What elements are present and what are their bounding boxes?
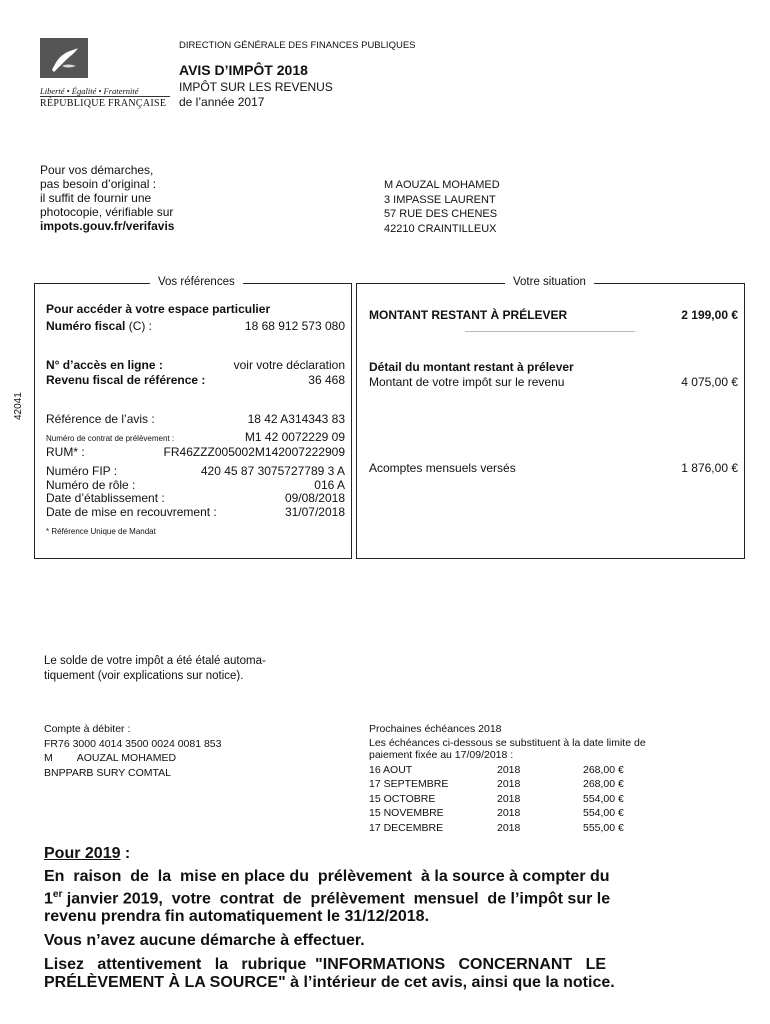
doc-title: AVIS D’IMPÔT 2018 — [179, 62, 308, 78]
schedule-amount: 268,00 € — [583, 763, 624, 776]
notice-p1-rest: janvier 2019, votre contrat de prélèvement mensuel de l’impôt sur le — [62, 890, 611, 908]
etab-label: Date d’établissement : — [46, 491, 165, 505]
schedule-note: paiement fixée au 17/09/2018 : — [369, 748, 514, 761]
rfr-value: 36 468 — [308, 373, 345, 387]
detail-title: Détail du montant restant à prélever — [369, 360, 574, 374]
address-line: 3 IMPASSE LAURENT — [384, 193, 496, 206]
doc-year: de l’année 2017 — [179, 95, 265, 109]
remaining-underline — [465, 331, 635, 332]
impot-value: 4 075,00 € — [681, 375, 738, 389]
recipient-name: M AOUZAL MOHAMED — [384, 179, 500, 191]
references-legend: Vos références — [150, 276, 243, 289]
republic-label: RÉPUBLIQUE FRANÇAISE — [40, 98, 167, 109]
fip-value: 420 45 87 3075727789 3 A — [200, 464, 345, 478]
verif-link[interactable]: impots.gouv.fr/verifavis — [40, 219, 175, 233]
online-row — [46, 358, 345, 373]
verif-line: photocopie, vérifiable sur — [40, 205, 174, 219]
marianne-icon — [48, 44, 82, 74]
rum-footnote: * Référence Unique de Mandat — [46, 527, 156, 536]
contract-value: M1 42 0072229 09 — [244, 430, 345, 444]
doc-subtitle: IMPÔT SUR LES REVENUS — [179, 80, 333, 94]
fiscal-label: Numéro fiscal — [46, 319, 126, 333]
schedule-date: 17 SEPTEMBRE — [369, 778, 449, 790]
acomptes-label: Acomptes mensuels versés — [369, 461, 516, 475]
rum-label: RUM* : — [46, 445, 85, 459]
notice-p2: Vous n’avez aucune démarche à effectuer. — [44, 932, 365, 950]
notice-p3-line: PRÉLÈVEMENT À LA SOURCE" à l’intérieur de cet avis, ainsi que la notice. — [44, 974, 615, 992]
schedule-block — [369, 722, 699, 835]
situation-legend: Votre situation — [505, 276, 594, 289]
rfr-label: Revenu fiscal de référence : — [46, 373, 206, 387]
notice-first: 1 — [44, 890, 53, 908]
contract-label: Numéro de contrat de prélèvement : — [46, 434, 175, 443]
verification-block — [40, 163, 210, 233]
role-row — [46, 479, 345, 493]
solde-note — [44, 654, 266, 684]
schedule-row — [369, 821, 643, 836]
impot-label: Montant de votre impôt sur le revenu — [369, 375, 565, 389]
schedule-date: 15 NOVEMBRE — [369, 807, 444, 819]
contract-row — [46, 429, 345, 445]
recipient-address — [384, 178, 500, 236]
holder-prefix: M — [44, 752, 53, 764]
verif-line: pas besoin d’original : — [40, 177, 157, 191]
fiscal-value: 18 68 912 573 080 — [244, 319, 345, 333]
account-label: Compte à débiter : — [44, 723, 131, 735]
recouv-row — [46, 506, 345, 520]
schedule-year: 2018 — [497, 792, 521, 805]
solde-line: Le solde de votre impôt a été étalé automa- — [44, 655, 266, 667]
schedule-amount: 554,00 € — [583, 807, 624, 819]
schedule-date: 17 DECEMBRE — [369, 821, 444, 834]
account-block — [44, 722, 222, 780]
schedule-year: 2018 — [497, 821, 521, 834]
online-label: N° d’accès en ligne : — [46, 358, 163, 372]
holder-name: AOUZAL MOHAMED — [76, 752, 177, 764]
rum-value: FR46ZZZ005002M142007222909 — [163, 445, 345, 459]
fip-label: Numéro FIP : — [46, 464, 118, 478]
schedule-year: 2018 — [497, 763, 521, 776]
notice-p1-line — [44, 886, 744, 908]
schedule-table — [369, 763, 643, 836]
schedule-row — [369, 763, 643, 778]
schedule-title: Prochaines échéances 2018 — [369, 723, 502, 735]
schedule-year: 2018 — [497, 778, 521, 790]
recouv-value: 31/07/2018 — [284, 504, 345, 519]
account-bank: BNPPARB SURY COMTAL — [44, 766, 172, 779]
schedule-amount: 268,00 € — [583, 778, 624, 790]
fiscal-row — [46, 319, 345, 334]
schedule-row — [369, 806, 643, 821]
logo-divider — [40, 96, 170, 97]
role-label: Numéro de rôle : — [46, 477, 136, 492]
direction-label: DIRECTION GÉNÉRALE DES FINANCES PUBLIQUES — [179, 40, 416, 51]
remaining-label: MONTANT RESTANT À PRÉLEVER — [369, 308, 568, 322]
notice-sup: er — [52, 889, 63, 900]
side-code: 42041 — [13, 392, 24, 420]
avis-row — [46, 412, 345, 427]
acomptes-row — [369, 461, 738, 476]
notice-p1-line: En raison de la mise en place du prélèvement à la source à compter du — [44, 868, 610, 885]
schedule-year: 2018 — [497, 807, 521, 819]
verif-line: Pour vos démarches, — [40, 163, 154, 177]
address-line: 42210 CRAINTILLEUX — [384, 222, 497, 235]
motto: Liberté • Égalité • Fraternité — [40, 86, 139, 96]
online-value: voir votre déclaration — [233, 358, 345, 372]
fiscal-suffix: (C) : — [125, 319, 153, 333]
role-value: 016 A — [314, 477, 345, 492]
situation-content — [369, 308, 738, 476]
references-content — [46, 302, 345, 537]
access-title: Pour accéder à votre espace particulier — [46, 302, 271, 316]
schedule-date: 16 AOUT — [369, 763, 413, 776]
notice-p3-line: Lisez attentivement la rubrique "INFORMATIONS CONCERNANT LE — [44, 956, 607, 974]
solde-line: tiquement (voir explications sur notice). — [44, 670, 244, 682]
notice-heading-text: Pour 2019 — [44, 845, 121, 862]
schedule-row — [369, 777, 643, 792]
verif-line: il suffit de fournir une — [40, 191, 152, 205]
notice-2019 — [44, 845, 744, 992]
recouv-label: Date de mise en recouvrement : — [46, 504, 217, 519]
etab-row — [46, 492, 345, 506]
etab-value: 09/08/2018 — [284, 491, 345, 505]
acomptes-value: 1 876,00 € — [681, 461, 738, 475]
avis-label: Référence de l’avis : — [46, 412, 155, 426]
avis-value: 18 42 A314343 83 — [247, 412, 345, 426]
fip-row — [46, 465, 345, 479]
address-line: 57 RUE DES CHENES — [384, 208, 498, 220]
notice-p1-line: revenu prendra fin automatiquement le 31/12/2018. — [44, 908, 430, 926]
rfr-row — [46, 373, 345, 388]
account-holder-row — [44, 751, 222, 766]
schedule-amount: 555,00 € — [583, 821, 624, 834]
schedule-note: Les échéances ci-dessous se substituent à la date limite de — [369, 736, 646, 749]
notice-heading-colon: : — [120, 845, 131, 862]
notice-heading — [44, 845, 744, 863]
schedule-row — [369, 792, 643, 807]
account-iban: FR76 3000 4014 3500 0024 0081 853 — [44, 737, 222, 750]
remaining-row — [369, 308, 738, 323]
schedule-amount: 554,00 € — [583, 792, 624, 805]
schedule-date: 15 OCTOBRE — [369, 792, 436, 805]
remaining-value: 2 199,00 € — [681, 308, 738, 322]
rum-row — [46, 445, 345, 460]
impot-row — [369, 375, 738, 390]
